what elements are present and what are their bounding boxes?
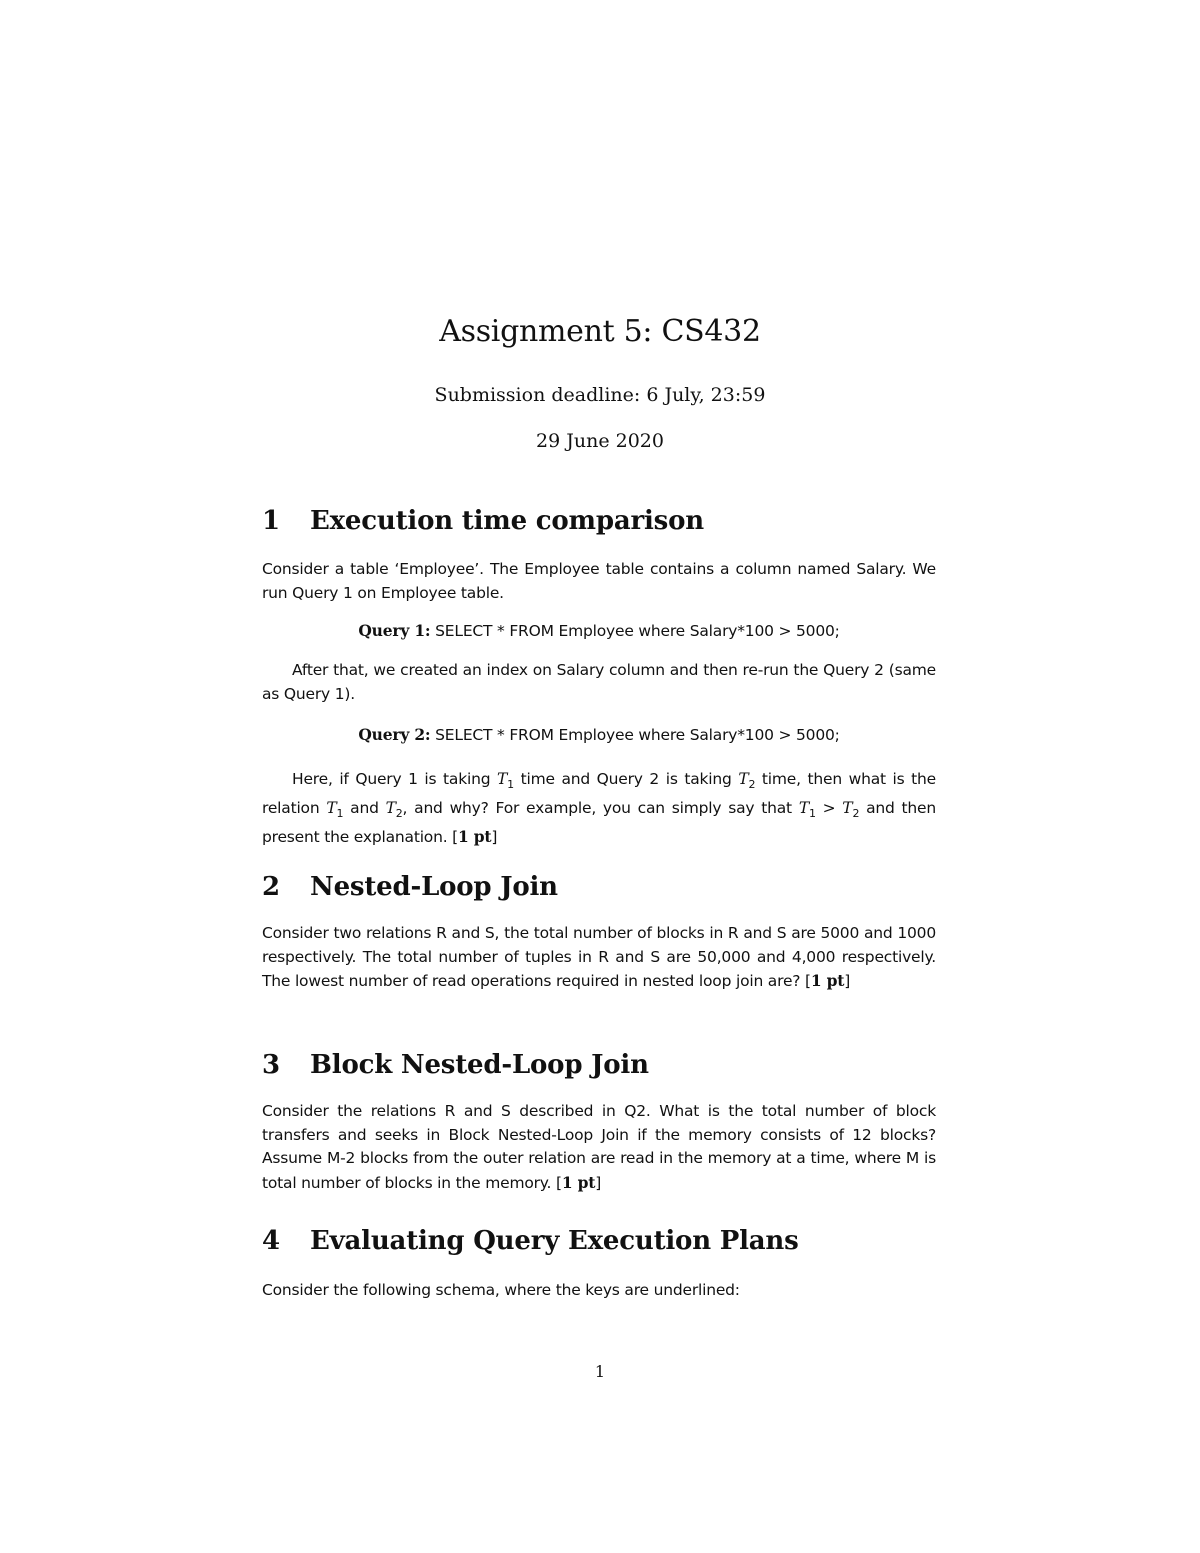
query-text: SELECT * FROM Employee where Salary*100 > 5000;	[435, 622, 840, 640]
section-title: Execution time comparison	[310, 506, 704, 536]
section-1-intro: Consider a table ‘Employee’. The Employee table contains a column named Salary. We run Query 1 on Employee table.	[262, 560, 936, 602]
query-2	[262, 725, 936, 744]
section-3-heading	[262, 1050, 942, 1080]
section-2-heading	[262, 872, 942, 902]
section-number: 3	[262, 1050, 280, 1080]
section-4-body: Consider the following schema, where the keys are underlined:	[262, 1281, 740, 1299]
section-1-question: Here, if Query 1 is taking $T_1$ time and Query 2 is taking $T_2$ time, then what is the relation $T_1$ and $T_2$, and why? For example, you can simply say that $T_1 > T_2$ and then present the explanation. [1 pt]	[262, 770, 937, 847]
points-label: 1 pt	[458, 827, 492, 847]
section-title: Nested-Loop Join	[310, 872, 558, 902]
document-title: Assignment 5: CS432	[439, 314, 761, 349]
section-1-heading	[262, 506, 942, 536]
points-label: 1 pt	[810, 971, 845, 990]
section-3-body: Consider the relations R and S described in Q2. What is the total number of block transfers and seeks in Block Nested-Loop Join if the memory consists of 12 blocks? Assume M-2 blocks from the outer relation are read in the memory at a time, where M is total number of blocks in the memory. [1 pt]	[262, 1102, 936, 1192]
query-1	[262, 621, 936, 640]
query-label: Query 2:	[358, 725, 431, 744]
query-label: Query 1:	[358, 621, 431, 640]
section-title: Evaluating Query Execution Plans	[310, 1226, 799, 1256]
section-2-body: Consider two relations R and S, the total number of blocks in R and S are 5000 and 1000 respectively. The total number of tuples in R and S are 50,000 and 4,000 respectively. The lowest number of read operations required in nested loop join are? [1 pt]	[262, 924, 936, 990]
points-label: 1 pt	[561, 1172, 596, 1192]
section-1-middle: After that, we created an index on Salary column and then re-run the Query 2 (same as Query 1).	[262, 661, 936, 703]
document-date: 29 June 2020	[536, 430, 664, 452]
section-title: Block Nested-Loop Join	[310, 1050, 649, 1080]
submission-deadline: Submission deadline: 6 July, 23:59	[434, 384, 766, 406]
page-number: 1	[594, 1362, 606, 1381]
section-number: 4	[262, 1226, 280, 1256]
section-number: 1	[262, 506, 280, 536]
query-text: SELECT * FROM Employee where Salary*100 > 5000;	[435, 726, 840, 744]
section-number: 2	[262, 872, 280, 902]
section-4-heading	[262, 1226, 942, 1256]
